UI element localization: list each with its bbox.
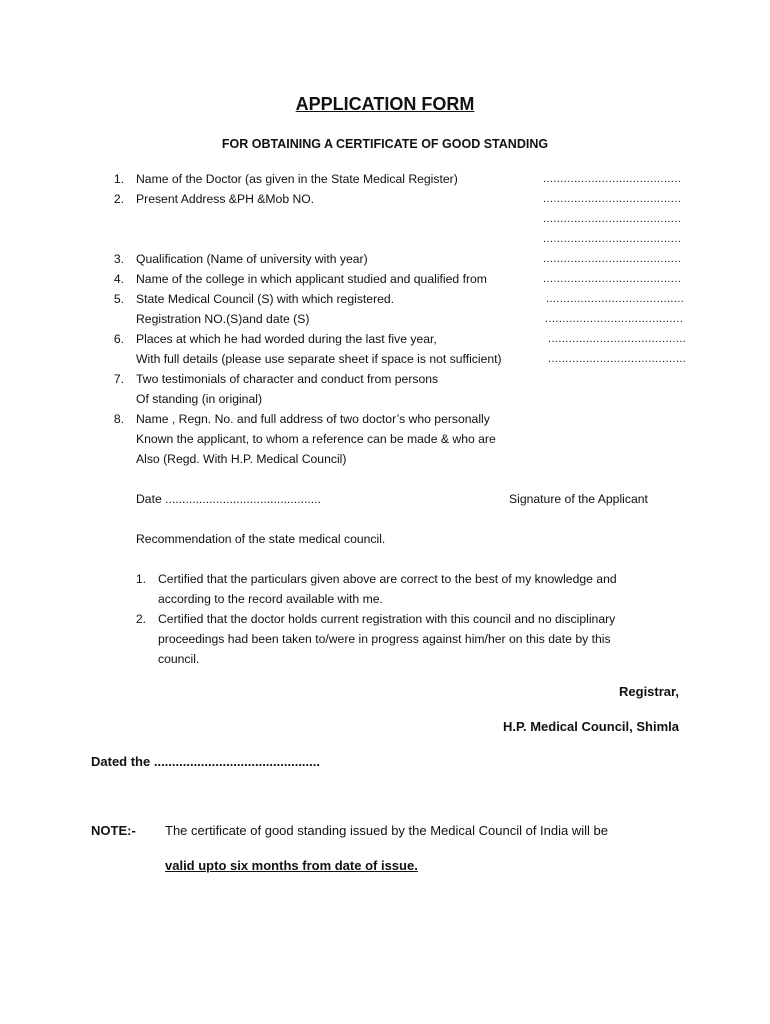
certification-number: 1. xyxy=(135,572,146,586)
certification-number: 2. xyxy=(135,612,146,626)
fill-in-field[interactable]: ........................................ xyxy=(543,233,682,245)
item-number: 5. xyxy=(113,292,124,306)
registrar-label: Registrar, xyxy=(619,684,679,699)
item-number: 8. xyxy=(113,412,124,426)
item-text: Name , Regn. No. and full address of two doctor’s who personally xyxy=(136,412,490,426)
item-text: Name of the Doctor (as given in the State Medical Register) xyxy=(136,172,458,186)
item-number: 6. xyxy=(113,332,124,346)
item-text: Name of the college in which applicant studied and qualified from xyxy=(136,272,487,286)
note-text: The certificate of good standing issued by the Medical Council of India will be xyxy=(165,823,608,838)
item-number: 1. xyxy=(113,172,124,186)
note-emphasis: valid upto six months from date of issue. xyxy=(165,858,418,873)
fill-in-field[interactable]: ........................................ xyxy=(543,253,682,265)
signature-label: Signature of the Applicant xyxy=(509,492,648,506)
fill-in-field[interactable]: ........................................ xyxy=(543,273,682,285)
certification-text: according to the record available with me. xyxy=(158,592,383,606)
fill-in-field[interactable]: ........................................ xyxy=(543,213,682,225)
form-subtitle: FOR OBTAINING A CERTIFICATE OF GOOD STANDING xyxy=(221,137,549,151)
item-number: 2. xyxy=(113,192,124,206)
date-field[interactable]: Date .............................................. xyxy=(136,492,321,506)
fill-in-field[interactable]: ........................................ xyxy=(546,293,685,305)
item-text: Places at which he had worded during the last five year, xyxy=(136,332,437,346)
council-name: H.P. Medical Council, Shimla xyxy=(502,719,679,734)
fill-in-field[interactable]: ........................................ xyxy=(548,353,687,365)
fill-in-field[interactable]: ........................................ xyxy=(543,193,682,205)
item-text: Also (Regd. With H.P. Medical Council) xyxy=(136,452,347,466)
item-text: Registration NO.(S)and date (S) xyxy=(136,312,310,326)
fill-in-field[interactable]: ........................................ xyxy=(543,173,682,185)
fill-in-field[interactable]: ........................................ xyxy=(548,333,687,345)
recommendation-heading: Recommendation of the state medical council. xyxy=(136,532,386,546)
certification-text: Certified that the doctor holds current registration with this council and no disciplinary xyxy=(158,612,616,626)
dated-field[interactable]: Dated the .............................................. xyxy=(91,754,320,769)
item-text: Of standing (in original) xyxy=(136,392,262,406)
item-number: 3. xyxy=(113,252,124,266)
note-label: NOTE:- xyxy=(91,823,136,838)
certification-text: proceedings had been taken to/were in progress against him/her on this date by this xyxy=(158,632,611,646)
item-text: Present Address &PH &Mob NO. xyxy=(136,192,315,206)
certification-text: council. xyxy=(158,652,200,666)
item-text: Known the applicant, to whom a reference can be made & who are xyxy=(136,432,496,446)
item-number: 7. xyxy=(113,372,124,386)
item-number: 4. xyxy=(113,272,124,286)
fill-in-field[interactable]: ........................................ xyxy=(545,313,684,325)
item-text: State Medical Council (S) with which registered. xyxy=(136,292,395,306)
certification-text: Certified that the particulars given above are correct to the best of my knowledge and xyxy=(158,572,617,586)
item-text: Two testimonials of character and conduct from persons xyxy=(136,372,439,386)
item-text: Qualification (Name of university with year) xyxy=(136,252,368,266)
form-title: APPLICATION FORM xyxy=(295,94,475,114)
item-text: With full details (please use separate sheet if space is not sufficient) xyxy=(136,352,502,366)
